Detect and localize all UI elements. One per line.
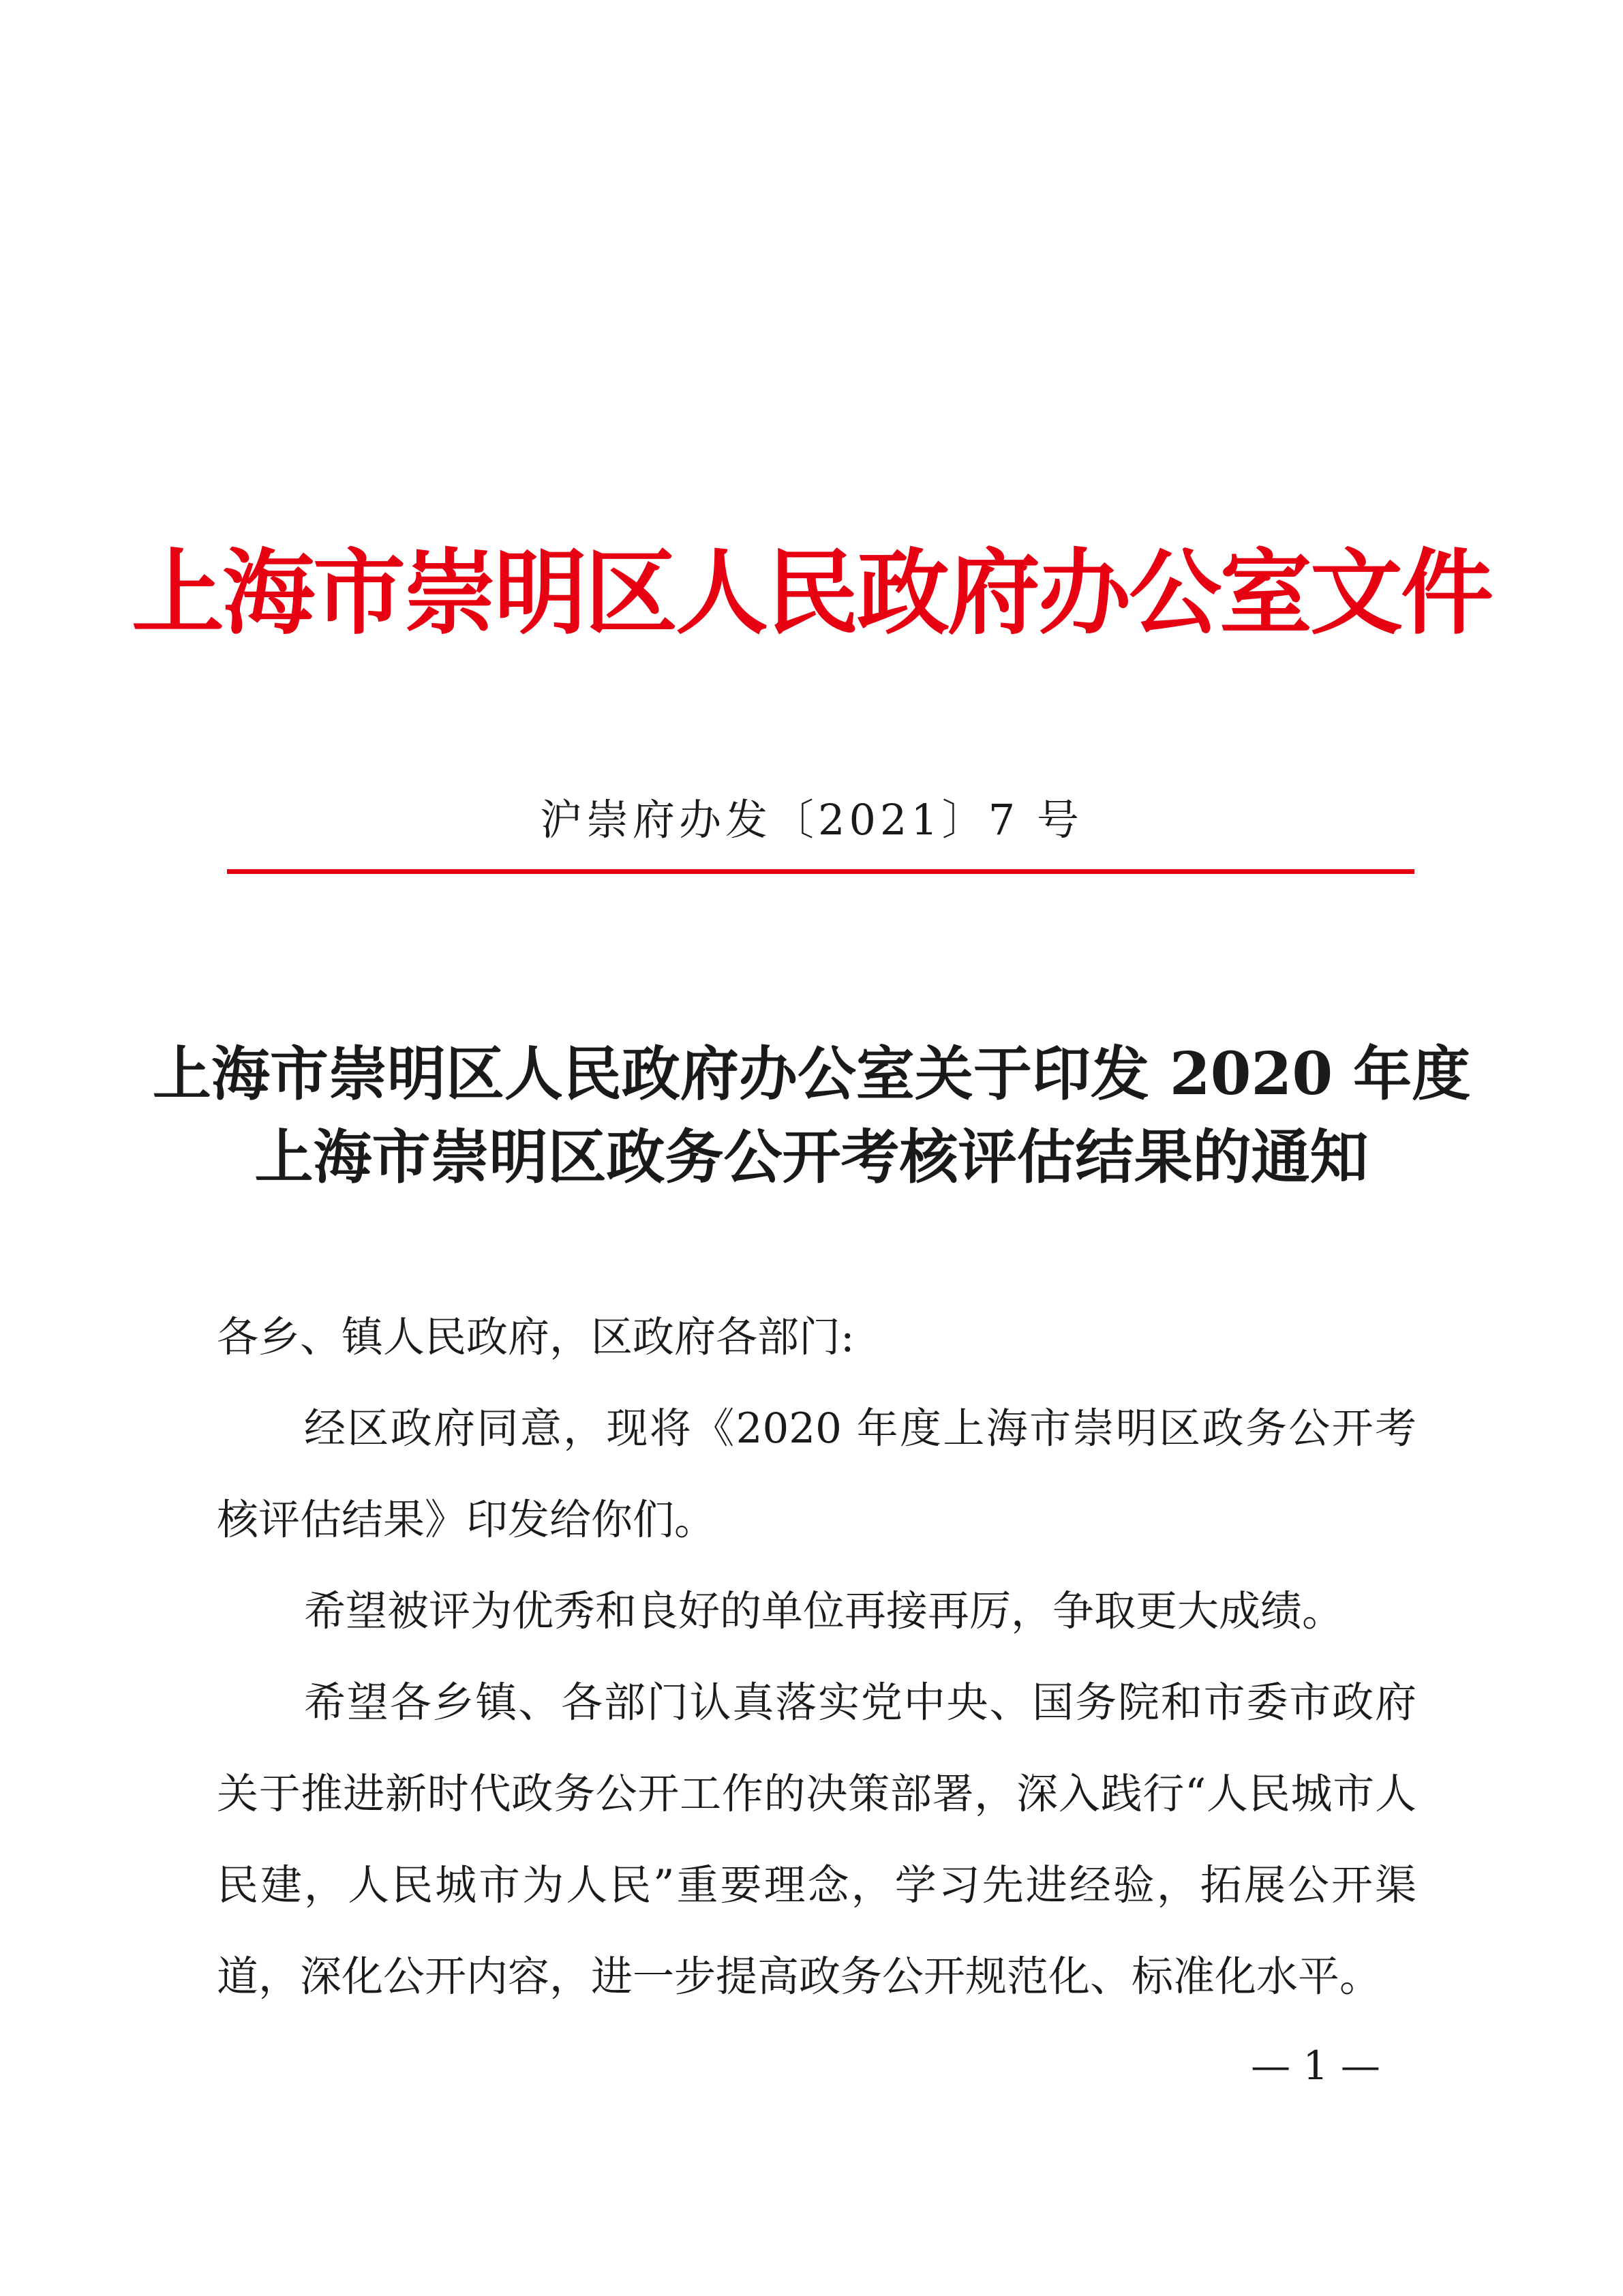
page-number: — 1 — (1251, 2042, 1380, 2089)
notice-body (217, 1292, 1416, 2023)
document-header-title: 上海市崇明区人民政府办公室文件 (132, 539, 1491, 648)
salutation: 各乡、镇人民政府，区政府各部门: (217, 1313, 855, 1361)
notice-title-line-1: 上海市崇明区人民政府办公室关于印发 2020 年度 (152, 1040, 1471, 1108)
body-paragraph-3: 希望各乡镇、各部门认真落实党中央、国务院和市委市政府关于推进新时代政务公开工作的决策部署，深入践行“人民城市人民建，人民城市为人民”重要理念，学习先进经验，拓展公开渠道，深化公开内容，进一步提高政务公开规范化、标准化水平。 (217, 1678, 1416, 2001)
body-paragraph-2: 希望被评为优秀和良好的单位再接再厉，争取更大成绩。 (304, 1587, 1344, 1635)
document-number: 沪崇府办发〔2021〕7 号 (540, 795, 1083, 845)
red-divider-line (227, 869, 1414, 874)
body-paragraph-1: 经区政府同意，现将《2020 年度上海市崇明区政务公开考核评估结果》印发给你们。 (217, 1404, 1416, 1544)
notice-title (0, 1033, 1623, 1199)
notice-title-line-2: 上海市崇明区政务公开考核评估结果的通知 (254, 1123, 1369, 1192)
